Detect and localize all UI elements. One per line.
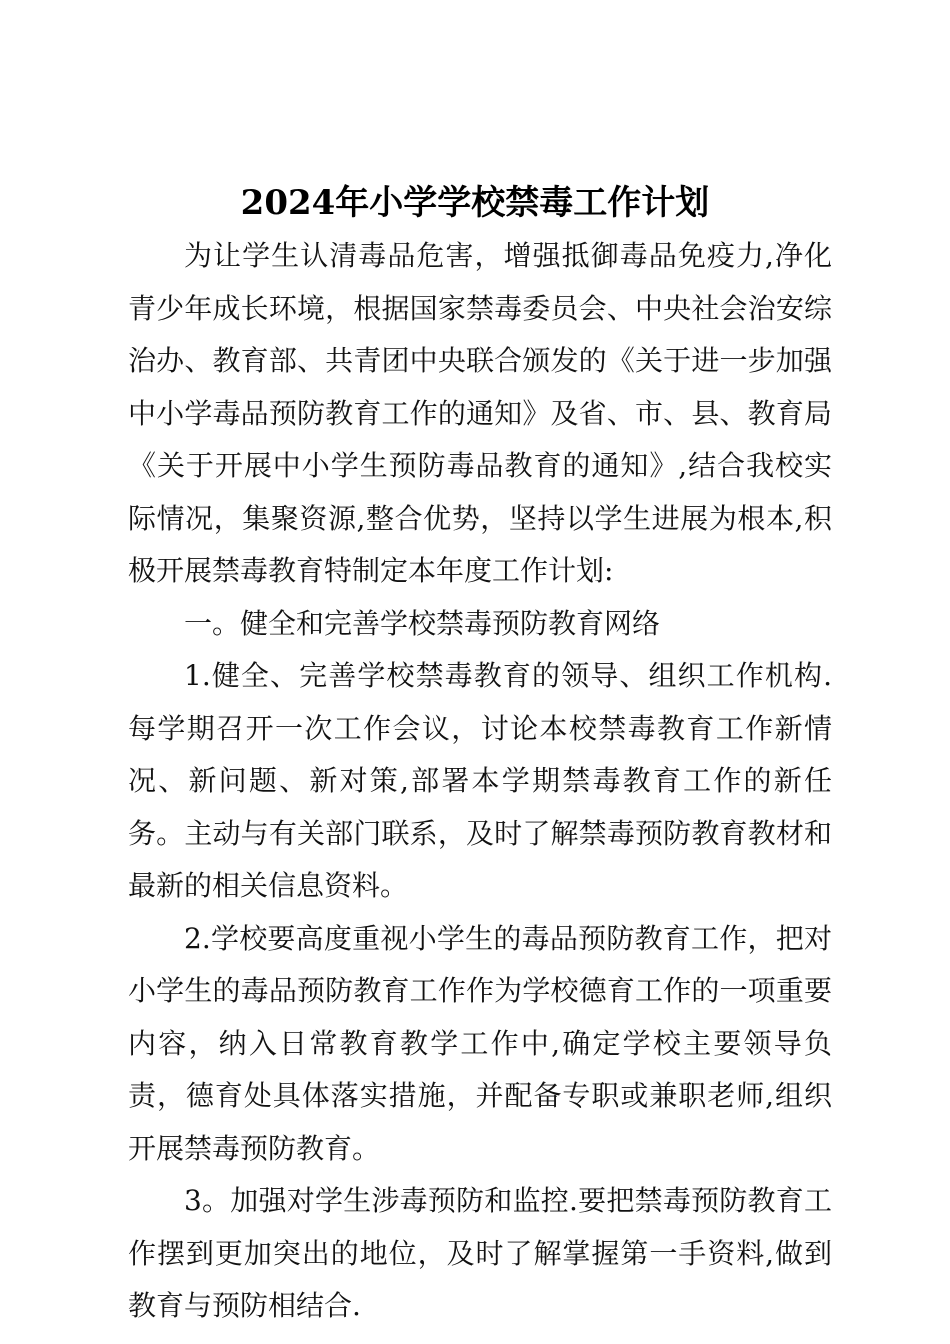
document-title: 2024年小学学校禁毒工作计划: [240, 183, 710, 223]
item-paragraph-3: 3。加强对学生涉毒预防和监控.要把禁毒预防教育工作摆到更加突出的地位，及时了解掌握第一手资料,做到教育与预防相结合.: [128, 1184, 832, 1322]
item-paragraph-1: 1.健全、完善学校禁毒教育的领导、组织工作机构.每学期召开一次工作会议，讨论本校禁毒教育工作新情况、新问题、新对策,部署本学期禁毒教育工作的新任务。主动与有关部门联系，及时了解禁毒预防教育教材和最新的相关信息资料。: [128, 659, 832, 902]
section-heading-1: 一。健全和完善学校禁毒预防教育网络: [184, 606, 661, 640]
item-paragraph-2: 2.学校要高度重视小学生的毒品预防教育工作，把对小学生的毒品预防教育工作作为学校德育工作的一项重要内容，纳入日常教育教学工作中,确定学校主要领导负责，德育处具体落实措施，并配备专职或兼职老师,组织开展禁毒预防教育。: [128, 921, 832, 1165]
intro-paragraph: 为让学生认清毒品危害，增强抵御毒品免疫力,净化青少年成长环境，根据国家禁毒委员会、中央社会治安综治办、教育部、共青团中央联合颁发的《关于进一步加强中小学毒品预防教育工作的通知》及省、市、县、教育局《关于开展中小学生预防毒品教育的通知》,结合我校实际情况，集聚资源,整合优势，坚持以学生进展为根本,积极开展禁毒教育特制定本年度工作计划:: [128, 239, 832, 587]
document-body: [128, 230, 832, 1333]
